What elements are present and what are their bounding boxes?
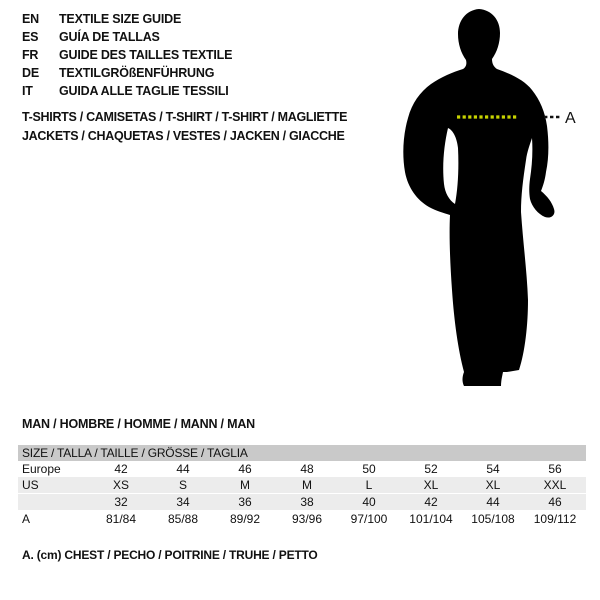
language-title: GUIDE DES TAILLES TEXTILE bbox=[59, 48, 233, 62]
size-cell: M bbox=[214, 477, 276, 494]
size-cell: 101/104 bbox=[409, 512, 453, 526]
section-title-man: MAN / HOMBRE / HOMME / MANN / MAN bbox=[22, 417, 255, 431]
size-cell: L bbox=[338, 477, 400, 494]
size-cell: 44 bbox=[176, 462, 190, 476]
size-cell: 52 bbox=[424, 462, 438, 476]
size-cell: 42 bbox=[114, 462, 128, 476]
size-table-header: SIZE / TALLA / TAILLE / GRÖSSE / TAGLIA bbox=[18, 445, 586, 461]
man-silhouette bbox=[403, 9, 554, 386]
size-cell: 97/100 bbox=[350, 512, 388, 526]
language-title: TEXTILE SIZE GUIDE bbox=[59, 12, 182, 26]
size-cell: 46 bbox=[238, 462, 252, 476]
row-label bbox=[18, 494, 90, 511]
language-title: TEXTILGRÖßENFÜHRUNG bbox=[59, 66, 215, 80]
language-title: GUÍA DE TALLAS bbox=[59, 30, 160, 44]
size-cell: 89/92 bbox=[229, 512, 261, 526]
language-code: IT bbox=[22, 84, 33, 98]
size-cell: 105/108 bbox=[471, 512, 515, 526]
size-cell: M bbox=[276, 477, 338, 494]
language-code: DE bbox=[22, 66, 39, 80]
table-row bbox=[18, 477, 586, 494]
size-cell: 48 bbox=[300, 462, 314, 476]
size-cell: 50 bbox=[362, 462, 376, 476]
size-cell: 40 bbox=[338, 494, 400, 511]
size-cell: 32 bbox=[90, 494, 152, 511]
size-cell: S bbox=[152, 477, 214, 494]
size-cell: 36 bbox=[214, 494, 276, 511]
language-title: GUIDA ALLE TAGLIE TESSILI bbox=[59, 84, 229, 98]
size-cell: 54 bbox=[486, 462, 500, 476]
table-row bbox=[18, 461, 586, 477]
size-cell: 42 bbox=[400, 494, 462, 511]
size-table bbox=[18, 445, 586, 527]
size-table-body bbox=[18, 445, 586, 527]
size-cell: 38 bbox=[276, 494, 338, 511]
footnote-chest: A. (cm) CHEST / PECHO / POITRINE / TRUHE / PETTO bbox=[22, 548, 318, 562]
table-row bbox=[18, 511, 586, 528]
size-cell: 93/96 bbox=[291, 512, 323, 526]
size-cell: 34 bbox=[152, 494, 214, 511]
size-cell: 109/112 bbox=[533, 512, 577, 526]
row-label: A bbox=[22, 512, 31, 526]
row-label: US bbox=[18, 477, 90, 494]
size-cell: 81/84 bbox=[105, 512, 137, 526]
language-code: FR bbox=[22, 48, 39, 62]
language-code: EN bbox=[22, 12, 39, 26]
row-label: Europe bbox=[22, 462, 61, 476]
size-cell: XXL bbox=[524, 477, 586, 494]
size-cell: XL bbox=[462, 477, 524, 494]
size-cell: 46 bbox=[524, 494, 586, 511]
table-row bbox=[18, 494, 586, 511]
category-jackets: JACKETS / CHAQUETAS / VESTES / JACKEN / GIACCHE bbox=[22, 129, 345, 143]
size-cell: XL bbox=[400, 477, 462, 494]
size-table-header-row bbox=[18, 445, 586, 461]
measure-label-a: A bbox=[565, 110, 576, 127]
category-tshirts: T-SHIRTS / CAMISETAS / T-SHIRT / T-SHIRT / MAGLIETTE bbox=[22, 110, 348, 124]
size-cell: 85/88 bbox=[167, 512, 199, 526]
language-code: ES bbox=[22, 30, 39, 44]
size-cell: XS bbox=[90, 477, 152, 494]
size-cell: 44 bbox=[462, 494, 524, 511]
size-cell: 56 bbox=[548, 462, 562, 476]
